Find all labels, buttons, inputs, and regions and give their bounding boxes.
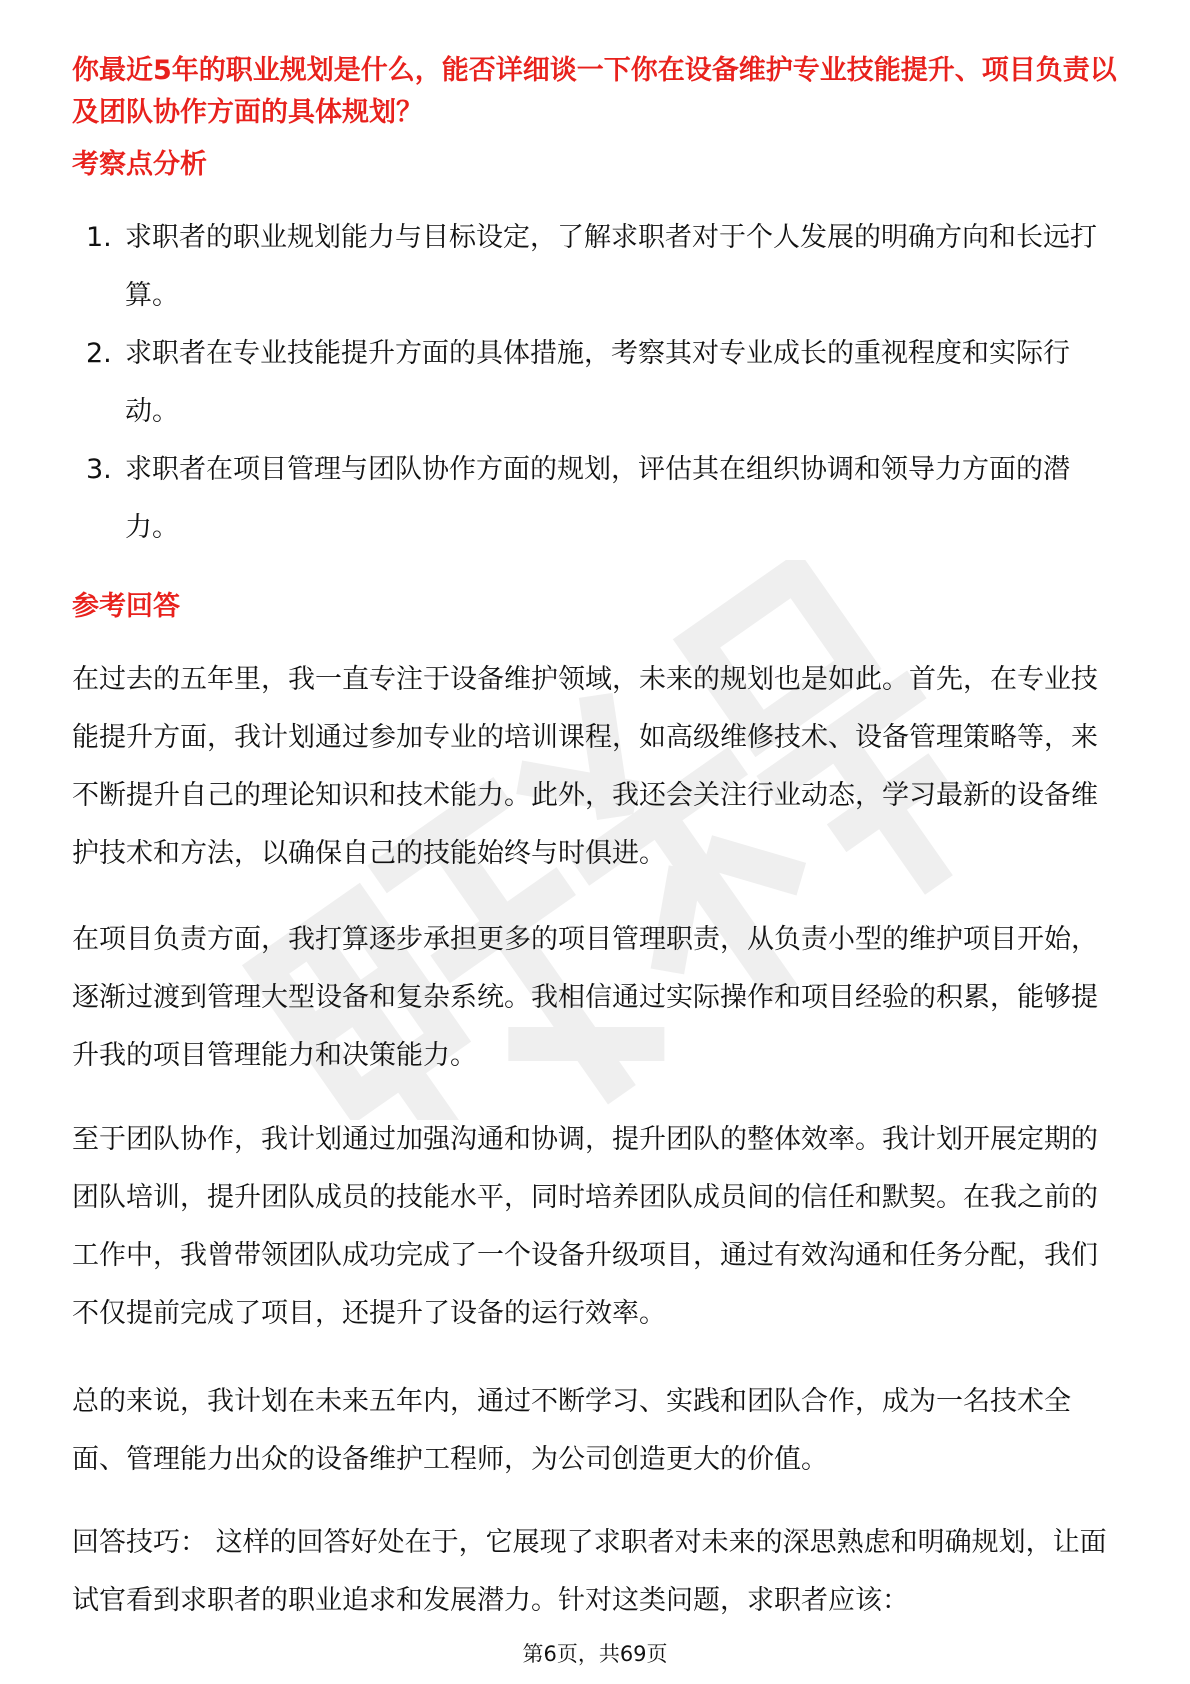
- answer-tip-paragraph: 回答技巧： 这样的回答好处在于，它展现了求职者对未来的深思熟虑和明确规划，让面试官看到求职者的职业追求和发展潜力。针对这类问题，求职者应该：: [72, 1527, 1107, 1616]
- list-item-text: 求职者在项目管理与团队协作方面的规划，评估其在组织协调和领导力方面的潜力。: [125, 454, 1070, 543]
- list-item-text: 求职者的职业规划能力与目标设定，了解求职者对于个人发展的明确方向和长远打算。: [125, 222, 1097, 311]
- analysis-section-title: 考察点分析: [72, 149, 207, 180]
- answer-paragraph: 至于团队协作，我计划通过加强沟通和协调，提升团队的整体效率。我计划开展定期的团队培训，提升团队成员的技能水平，同时培养团队成员间的信任和默契。在我之前的工作中，我曾带领团队成功完成了一个设备升级项目，通过有效沟通和任务分配，我们不仅提前完成了项目，还提升了设备的运行效率。: [72, 1124, 1098, 1329]
- list-item: [72, 325, 1118, 441]
- list-item-number: 3.: [86, 454, 112, 485]
- answer-section-title: 参考回答: [72, 591, 180, 622]
- list-item: [72, 209, 1118, 325]
- list-item: [72, 441, 1118, 557]
- list-item-number: 2.: [86, 338, 112, 369]
- answer-paragraph: 总的来说，我计划在未来五年内，通过不断学习、实践和团队合作，成为一名技术全面、管理能力出众的设备维护工程师，为公司创造更大的价值。: [72, 1386, 1071, 1475]
- analysis-list: [72, 209, 1118, 557]
- page-number: 第6页，共69页: [522, 1642, 668, 1666]
- question-heading: 你最近5年的职业规划是什么，能否详细谈一下你在设备维护专业技能提升、项目负责以及团队协作方面的具体规划？: [72, 55, 1117, 128]
- answer-paragraph: 在项目负责方面，我打算逐步承担更多的项目管理职责，从负责小型的维护项目开始，逐渐过渡到管理大型设备和复杂系统。我相信通过实际操作和项目经验的积累，能够提升我的项目管理能力和决策能力。: [72, 924, 1098, 1071]
- list-item-number: 1.: [86, 222, 112, 253]
- answer-paragraph: 在过去的五年里，我一直专注于设备维护领域，未来的规划也是如此。首先，在专业技能提升方面，我计划通过参加专业的培训课程，如高级维修技术、设备管理策略等，来不断提升自己的理论知识和技术能力。此外，我还会关注行业动态，学习最新的设备维护技术和方法，以确保自己的技能始终与时俱进。: [72, 664, 1098, 869]
- list-item-text: 求职者在专业技能提升方面的具体措施，考察其对专业成长的重视程度和实际行动。: [125, 338, 1070, 427]
